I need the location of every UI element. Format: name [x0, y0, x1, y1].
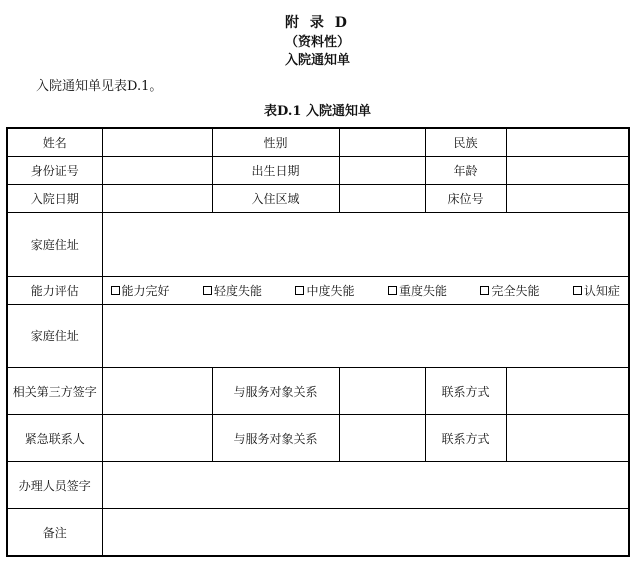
field-remarks[interactable] [102, 509, 629, 556]
option-mild-disability[interactable]: 轻度失能 [203, 282, 262, 299]
checkbox-icon [388, 286, 397, 295]
label-id-number: 身份证号 [7, 156, 102, 184]
ability-options [102, 276, 629, 304]
option-dementia[interactable]: 认知症 [573, 282, 620, 299]
field-home-address[interactable] [102, 212, 629, 276]
field-contact[interactable] [506, 368, 629, 415]
label-birth-date: 出生日期 [212, 156, 339, 184]
field-gender[interactable] [339, 128, 425, 156]
appendix-nature: （资料性） [284, 35, 350, 50]
label-ethnicity: 民族 [425, 128, 506, 156]
option-severe-disability[interactable]: 重度失能 [388, 282, 447, 299]
field-age[interactable] [506, 156, 629, 184]
checkbox-icon [203, 286, 212, 295]
field-third-party-signature[interactable] [102, 368, 212, 415]
label-age: 年龄 [425, 156, 506, 184]
field-staff-signature[interactable] [102, 462, 629, 509]
label-area: 入住区域 [212, 184, 339, 212]
label-remarks: 备注 [7, 509, 102, 556]
appendix-heading: 附 录 D [285, 15, 350, 31]
field-ethnicity[interactable] [506, 128, 629, 156]
label-bed-number: 床位号 [425, 184, 506, 212]
label-home-address-2: 家庭住址 [7, 304, 102, 367]
label-contact-2: 联系方式 [425, 415, 506, 462]
option-complete-disability[interactable]: 完全失能 [480, 282, 539, 299]
label-relation-to-client-2: 与服务对象关系 [212, 415, 339, 462]
intro-text: 入院通知单见表D.1。 [36, 79, 163, 94]
option-moderate-disability[interactable]: 中度失能 [295, 282, 354, 299]
field-id-number[interactable] [102, 156, 212, 184]
checkbox-icon [111, 286, 120, 295]
label-name: 姓名 [7, 128, 102, 156]
field-area[interactable] [339, 184, 425, 212]
field-relation-to-client-2[interactable] [339, 415, 425, 462]
appendix-title: 入院通知单 [284, 53, 350, 68]
field-admission-date[interactable] [102, 184, 212, 212]
label-ability-assessment: 能力评估 [7, 276, 102, 304]
label-relation-to-client: 与服务对象关系 [212, 368, 339, 415]
label-staff-signature: 办理人员签字 [7, 462, 102, 509]
table-caption: 表D.1 入院通知单 [264, 104, 371, 119]
label-admission-date: 入院日期 [7, 184, 102, 212]
label-third-party-signature: 相关第三方签字 [7, 368, 102, 415]
label-contact: 联系方式 [425, 368, 506, 415]
field-birth-date[interactable] [339, 156, 425, 184]
option-ability-intact[interactable]: 能力完好 [111, 282, 170, 299]
checkbox-icon [573, 286, 582, 295]
label-gender: 性别 [212, 128, 339, 156]
admission-form-table [6, 127, 630, 557]
field-home-address-2[interactable] [102, 304, 629, 367]
field-name[interactable] [102, 128, 212, 156]
field-bed-number[interactable] [506, 184, 629, 212]
label-emergency-contact: 紧急联系人 [7, 415, 102, 462]
field-contact-2[interactable] [506, 415, 629, 462]
checkbox-icon [480, 286, 489, 295]
field-relation-to-client[interactable] [339, 368, 425, 415]
field-emergency-contact[interactable] [102, 415, 212, 462]
checkbox-icon [295, 286, 304, 295]
label-home-address: 家庭住址 [7, 212, 102, 276]
